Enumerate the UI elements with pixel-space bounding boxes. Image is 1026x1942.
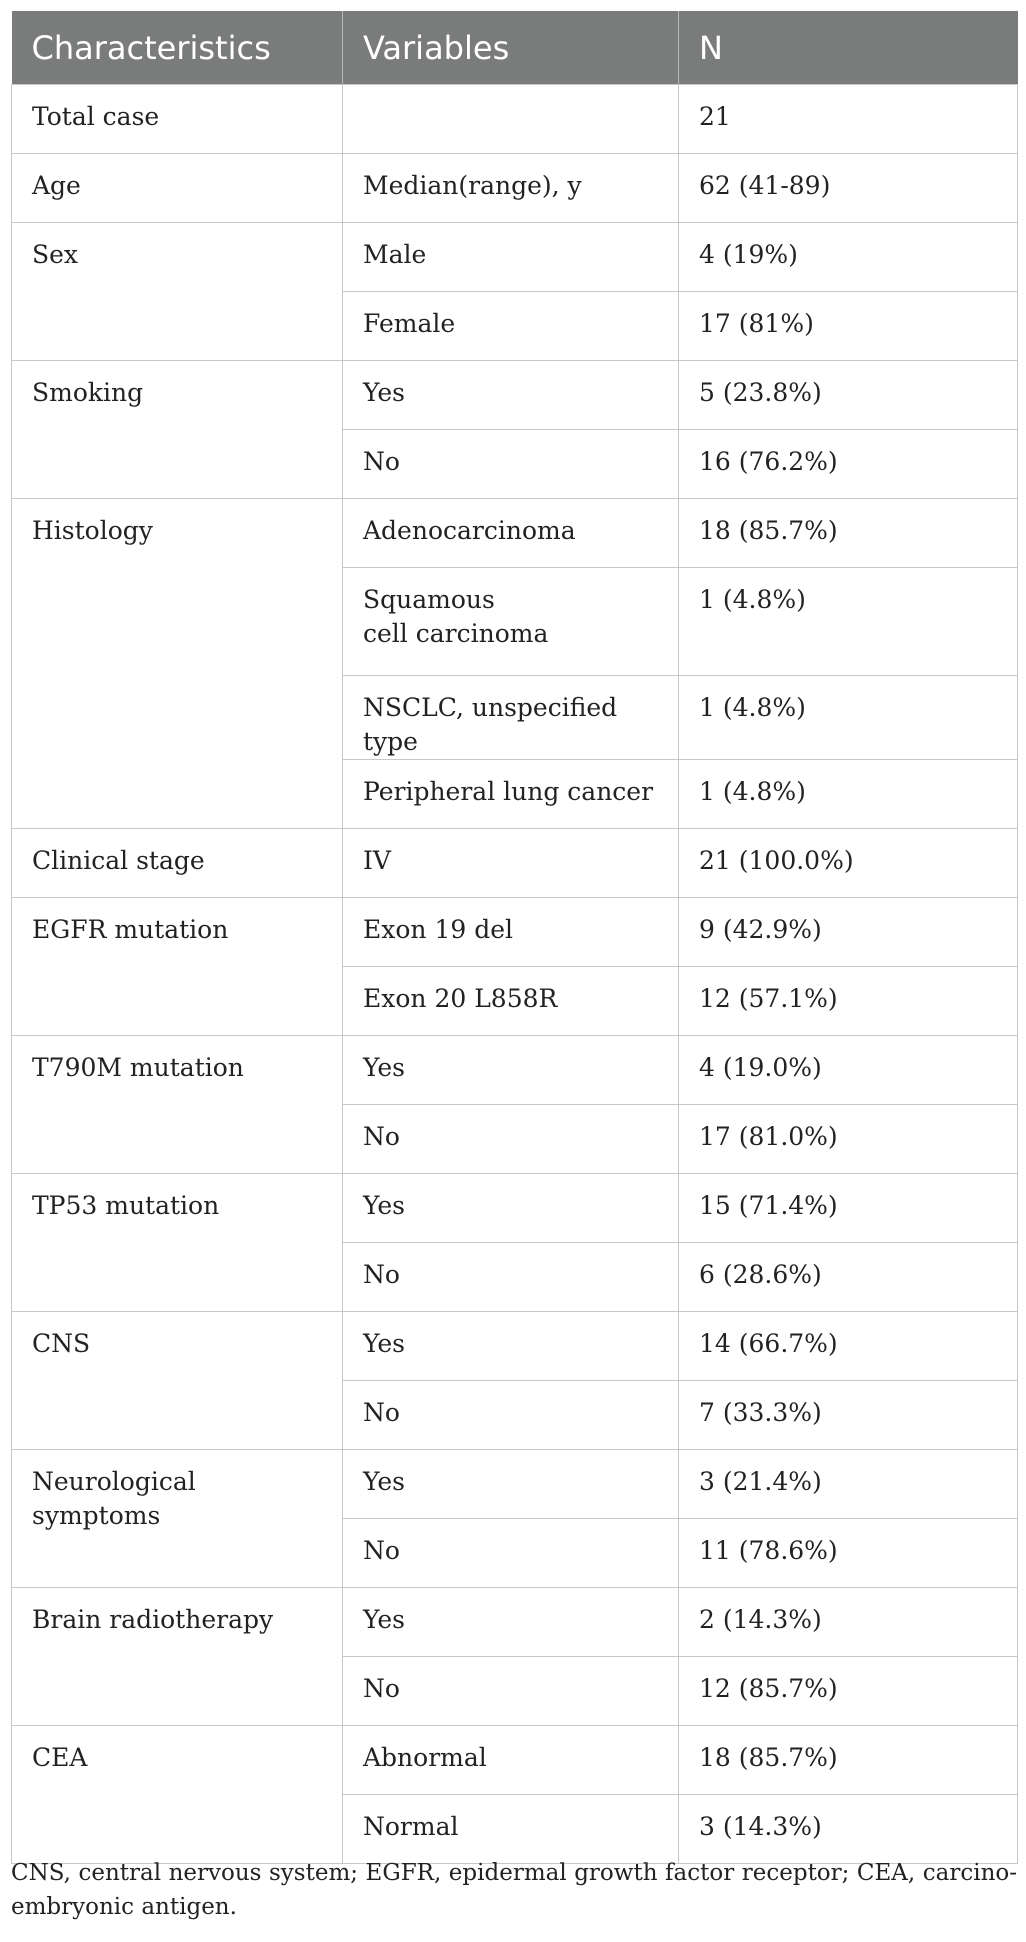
n-value-cell: 16 (76.2%) <box>679 430 1018 499</box>
n-value-cell: 9 (42.9%) <box>679 898 1018 967</box>
n-value-cell: 5 (23.8%) <box>679 361 1018 430</box>
variable-cell: No <box>343 1243 679 1312</box>
variable-cell: No <box>343 1381 679 1450</box>
n-value-cell: 2 (14.3%) <box>679 1588 1018 1657</box>
table-row <box>12 1174 1018 1243</box>
table-row <box>12 85 1018 154</box>
n-value-cell: 6 (28.6%) <box>679 1243 1018 1312</box>
variable-cell: Normal <box>343 1795 679 1864</box>
table-row <box>12 898 1018 967</box>
table-row <box>12 1588 1018 1657</box>
table-row <box>12 361 1018 430</box>
table-header <box>12 11 1018 85</box>
header-variables: Variables <box>343 11 679 85</box>
n-value-cell: 62 (41-89) <box>679 154 1018 223</box>
characteristic-cell: Smoking <box>12 361 343 499</box>
table-row <box>12 154 1018 223</box>
table-footnote: CNS, central nervous system; EGFR, epidermal growth factor receptor; CEA, carcino-embryonic antigen. <box>11 1860 1017 1920</box>
n-value-cell: 4 (19.0%) <box>679 1036 1018 1105</box>
characteristic-cell: CNS <box>12 1312 343 1450</box>
variable-cell: Exon 20 L858R <box>343 967 679 1036</box>
variable-cell: NSCLC, unspecified type <box>343 676 679 760</box>
characteristic-cell: Brain radiotherapy <box>12 1588 343 1726</box>
variable-cell: No <box>343 1657 679 1726</box>
n-value-cell: 17 (81%) <box>679 292 1018 361</box>
characteristics-table <box>11 11 1018 1864</box>
n-value-cell: 11 (78.6%) <box>679 1519 1018 1588</box>
variable-cell: Male <box>343 223 679 292</box>
n-value-cell: 1 (4.8%) <box>679 676 1018 760</box>
characteristic-cell: EGFR mutation <box>12 898 343 1036</box>
variable-cell: Yes <box>343 1588 679 1657</box>
table-row <box>12 829 1018 898</box>
variable-cell: Exon 19 del <box>343 898 679 967</box>
characteristic-cell: Clinical stage <box>12 829 343 898</box>
variable-cell: Squamous cell carcinoma <box>343 568 679 676</box>
n-value-cell: 18 (85.7%) <box>679 499 1018 568</box>
variable-cell: Abnormal <box>343 1726 679 1795</box>
variable-cell: Yes <box>343 1174 679 1243</box>
n-value-cell: 3 (14.3%) <box>679 1795 1018 1864</box>
header-row <box>12 11 1018 85</box>
variable-cell: IV <box>343 829 679 898</box>
variable-cell: Yes <box>343 361 679 430</box>
n-value-cell: 21 <box>679 85 1018 154</box>
variable-cell: Female <box>343 292 679 361</box>
characteristic-cell: Age <box>12 154 343 223</box>
variable-cell: Peripheral lung cancer <box>343 760 679 829</box>
characteristic-cell: T790M mutation <box>12 1036 343 1174</box>
characteristic-cell: CEA <box>12 1726 343 1864</box>
n-value-cell: 14 (66.7%) <box>679 1312 1018 1381</box>
characteristics-table-container <box>11 11 1017 1864</box>
n-value-cell: 17 (81.0%) <box>679 1105 1018 1174</box>
n-value-cell: 15 (71.4%) <box>679 1174 1018 1243</box>
characteristic-cell: Neurological symptoms <box>12 1450 343 1588</box>
variable-cell: No <box>343 430 679 499</box>
variable-cell: Median(range), y <box>343 154 679 223</box>
variable-cell: Yes <box>343 1036 679 1105</box>
n-value-cell: 21 (100.0%) <box>679 829 1018 898</box>
table-row <box>12 1726 1018 1795</box>
header-n: N <box>679 11 1018 85</box>
table-row <box>12 1450 1018 1519</box>
n-value-cell: 7 (33.3%) <box>679 1381 1018 1450</box>
variable-cell <box>343 85 679 154</box>
variable-cell: Yes <box>343 1450 679 1519</box>
header-characteristics: Characteristics <box>12 11 343 85</box>
variable-cell: No <box>343 1105 679 1174</box>
n-value-cell: 3 (21.4%) <box>679 1450 1018 1519</box>
table-body <box>12 85 1018 1864</box>
n-value-cell: 1 (4.8%) <box>679 568 1018 676</box>
table-row <box>12 1036 1018 1105</box>
characteristic-cell: Histology <box>12 499 343 829</box>
variable-cell: No <box>343 1519 679 1588</box>
n-value-cell: 18 (85.7%) <box>679 1726 1018 1795</box>
table-row <box>12 499 1018 568</box>
n-value-cell: 4 (19%) <box>679 223 1018 292</box>
characteristic-cell: TP53 mutation <box>12 1174 343 1312</box>
variable-cell: Adenocarcinoma <box>343 499 679 568</box>
n-value-cell: 12 (85.7%) <box>679 1657 1018 1726</box>
n-value-cell: 1 (4.8%) <box>679 760 1018 829</box>
n-value-cell: 12 (57.1%) <box>679 967 1018 1036</box>
variable-cell: Yes <box>343 1312 679 1381</box>
characteristic-cell: Sex <box>12 223 343 361</box>
table-row <box>12 223 1018 292</box>
characteristic-cell: Total case <box>12 85 343 154</box>
table-row <box>12 1312 1018 1381</box>
